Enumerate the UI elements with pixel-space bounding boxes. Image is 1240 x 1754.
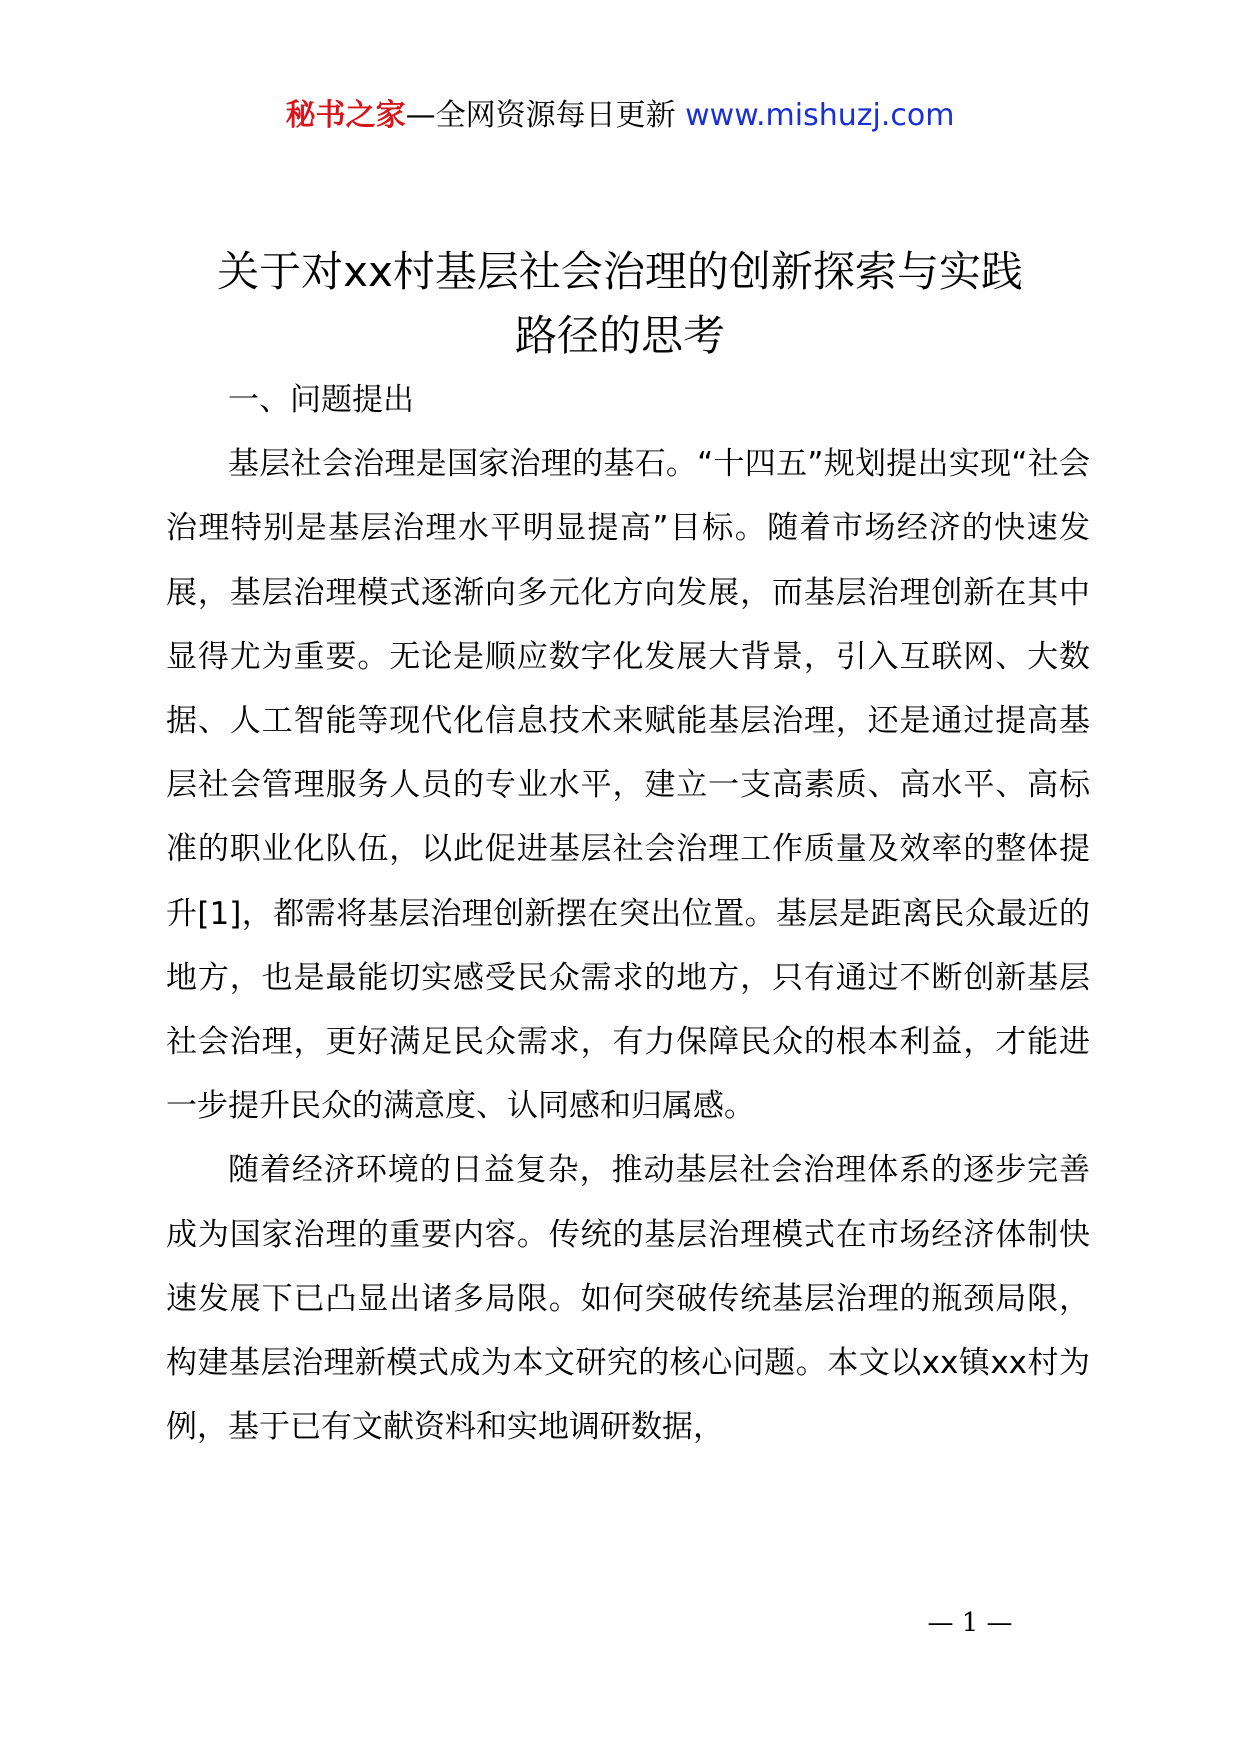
paragraph-2: 随着经济环境的日益复杂，推动基层社会治理体系的逐步完善成为国家治理的重要内容。传统的基层治理模式在市场经济体制快速发展下已凸显出诸多局限。如何突破传统基层治理的瓶颈局限，构建基层治理新模式成为本文研究的核心问题。本文以xx镇xx村为例，基于已有文献资料和实地调研数据，	[166, 1152, 1090, 1446]
site-url-link[interactable]: www.mishuzj.com	[685, 98, 955, 133]
site-brand: 秘书之家	[285, 98, 406, 133]
page-number: — 1 —	[927, 1608, 1013, 1638]
site-tagline: —全网资源每日更新	[405, 98, 676, 133]
document-title	[150, 240, 1090, 368]
site-header	[0, 96, 1240, 136]
document-body	[166, 368, 1090, 1459]
title-line-1: 关于对xx村基层社会治理的创新探索与实践	[217, 247, 1023, 296]
title-line-2: 路径的思考	[514, 311, 725, 360]
paragraph-1: 基层社会治理是国家治理的基石。“十四五”规划提出实现“社会治理特别是基层治理水平明显提高”目标。随着市场经济的快速发展，基层治理模式逐渐向多元化方向发展，而基层治理创新在其中显得尤为重要。无论是顺应数字化发展大背景，引入互联网、大数据、人工智能等现代化信息技术来赋能基层治理，还是通过提高基层社会管理服务人员的专业水平，建立一支高素质、高水平、高标准的职业化队伍，以此促进基层社会治理工作质量及效率的整体提升[1]，都需将基层治理创新摆在突出位置。基层是距离民众最近的地方，也是最能切实感受民众需求的地方，只有通过不断创新基层社会治理，更好满足民众需求，有力保障民众的根本利益，才能进一步提升民众的满意度、认同感和归属感。	[166, 446, 1090, 1125]
section-heading: 一、问题提出	[228, 382, 414, 418]
